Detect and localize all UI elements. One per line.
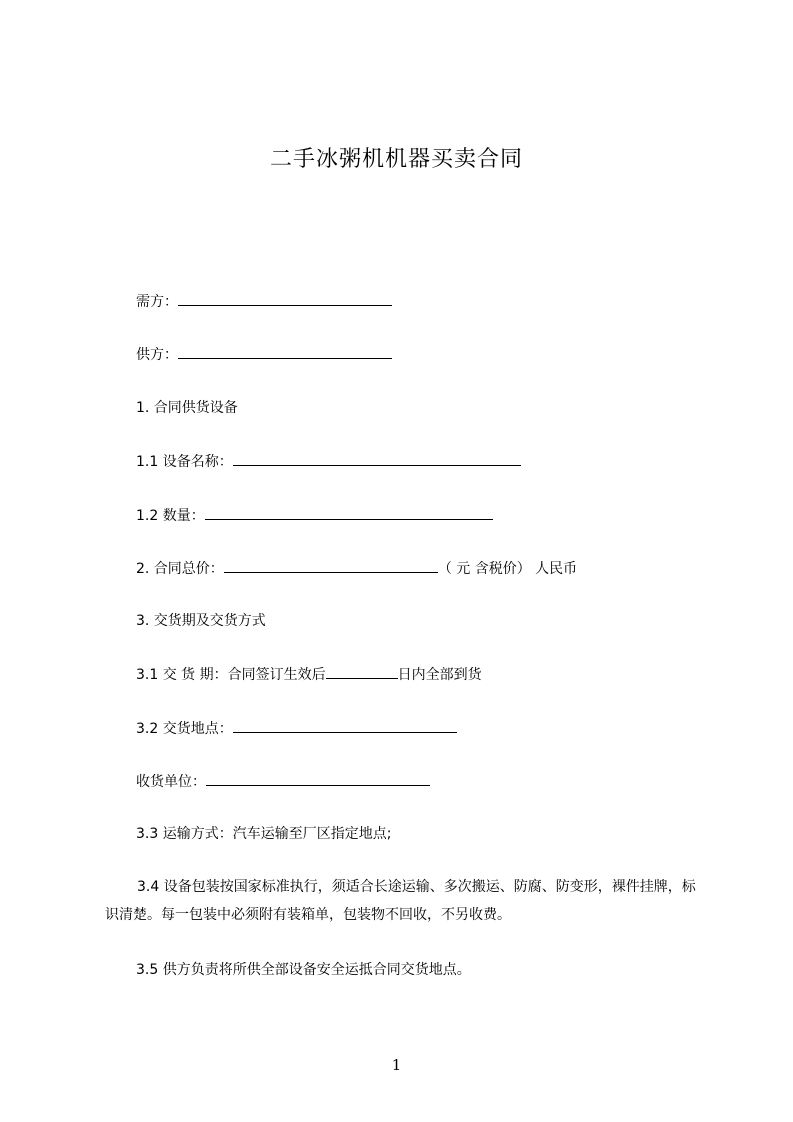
item-1-1-blank [233, 452, 521, 466]
delivery-place-blank [233, 719, 457, 733]
section-2-line [136, 559, 577, 578]
item-3-5: 3.5 供方负责将所供全部设备安全运抵合同交货地点。 [136, 962, 471, 978]
item-3-2-label: 3.2 交货地点： [136, 721, 233, 737]
seller-line [136, 345, 392, 364]
buyer-line [136, 292, 392, 311]
delivery-days-blank [326, 665, 398, 679]
item-1-2-label: 1.2 数量： [136, 508, 205, 524]
page-number: 1 [391, 1056, 402, 1074]
item-3-1-prefix: 3.1 交 货 期：合同签订生效后 [136, 667, 326, 683]
receiver-label: 收货单位： [136, 774, 206, 790]
section-2-label: 2. 合同总价： [136, 561, 224, 577]
document-title: 二手冰粥机机器买卖合同 [269, 147, 523, 172]
receiver-blank [206, 772, 430, 786]
section-2-suffix: （ 元 含税价） 人民币 [437, 561, 578, 577]
item-3-3: 3.3 运输方式：汽车运输至厂区指定地点; [136, 826, 392, 842]
total-price-blank [224, 559, 438, 573]
item-1-1-line [136, 452, 521, 471]
item-3-1-suffix: 日内全部到货 [397, 667, 482, 683]
item-3-1-line [136, 665, 482, 684]
receiver-line [136, 772, 430, 791]
section-3-heading: 3. 交货期及交货方式 [136, 613, 266, 629]
item-1-2-line [136, 506, 493, 525]
section-1-heading: 1. 合同供货设备 [136, 400, 238, 416]
item-3-2-line [136, 719, 457, 738]
buyer-label: 需方： [136, 294, 178, 310]
item-3-4-paragraph: 3.4 设备包装按国家标准执行，须适合长途运输、多次搬运、防腐、防变形，裸件挂牌，标识清楚。每一包装中必须附有装箱单，包装物不回收，不另收费。 [105, 879, 696, 923]
buyer-blank [178, 292, 392, 306]
item-1-2-blank [205, 506, 493, 520]
seller-label: 供方： [136, 347, 178, 363]
seller-blank [178, 345, 392, 359]
item-1-1-label: 1.1 设备名称： [136, 454, 233, 470]
